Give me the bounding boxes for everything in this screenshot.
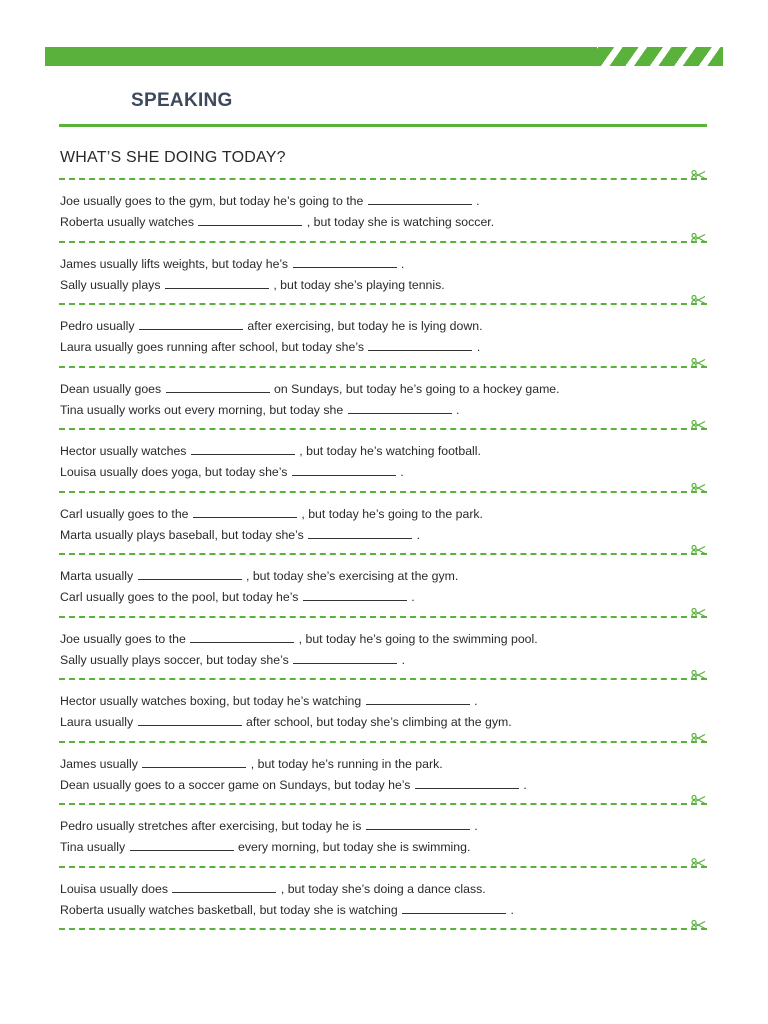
scissors-icon	[691, 357, 707, 369]
answer-blank	[165, 277, 269, 289]
sentence-before-blank: Dean usually goes to a soccer game on Sundays, but today he’s	[60, 777, 411, 792]
sentence-before-blank: Louisa usually does yoga, but today she’s	[60, 465, 288, 479]
top-banner	[45, 47, 723, 66]
sentence-before-blank: Joe usually goes to the	[60, 631, 186, 646]
sentence-before-blank: Carl usually goes to the	[60, 506, 189, 521]
sentence	[60, 214, 494, 230]
sentence-after-blank: .	[416, 527, 421, 542]
sentence-before-blank: James usually	[60, 756, 138, 771]
scissors-icon	[691, 169, 707, 181]
scissors-icon	[691, 419, 707, 431]
sentence	[60, 568, 458, 584]
sentence-after-blank: , but today she’s playing tennis.	[273, 277, 445, 292]
answer-blank	[198, 214, 302, 226]
sentence	[60, 902, 514, 918]
sentence-before-blank: Dean usually goes	[60, 381, 162, 396]
answer-blank	[193, 506, 297, 518]
sentence-after-blank: .	[476, 194, 480, 208]
scissors-icon	[691, 669, 707, 681]
answer-blank	[366, 693, 470, 705]
answer-blank	[142, 756, 246, 768]
sentence	[60, 381, 560, 397]
sentence-after-blank: , but today she’s doing a dance class.	[280, 881, 486, 896]
answer-blank	[303, 589, 407, 601]
sentence-before-blank: Pedro usually stretches after exercising, but today he is	[60, 819, 362, 833]
sentence-after-blank: , but today she’s exercising at the gym.	[245, 569, 459, 583]
sentence	[60, 193, 480, 209]
card	[59, 247, 707, 304]
scissors-icon	[691, 294, 707, 306]
sentence-before-blank: Louisa usually does	[60, 881, 169, 896]
sentence-before-blank: Hector usually watches	[60, 444, 187, 458]
sentence-after-blank: .	[510, 902, 514, 917]
card	[59, 372, 707, 429]
sentence-after-blank: .	[401, 652, 406, 667]
sentence-after-blank: .	[400, 465, 404, 479]
answer-blank	[191, 443, 295, 455]
section-title: SPEAKING	[131, 90, 233, 111]
card	[59, 309, 707, 366]
card	[59, 872, 707, 929]
sentence-after-blank: , but today she is watching soccer.	[306, 215, 495, 229]
answer-blank	[172, 881, 276, 893]
sentence	[60, 318, 483, 334]
sentence-after-blank: , but today he’s going to the swimming pool.	[298, 631, 538, 646]
sentence-after-blank: .	[411, 590, 415, 604]
sentence-before-blank: Marta usually	[60, 569, 134, 583]
card	[59, 184, 707, 241]
sentence-before-blank: Tina usually	[60, 840, 126, 854]
sentence	[60, 631, 538, 647]
answer-blank	[166, 381, 270, 393]
answer-blank	[366, 818, 470, 830]
card	[59, 497, 707, 554]
answer-blank	[292, 464, 396, 476]
answer-blank	[190, 631, 294, 643]
answer-blank	[368, 339, 472, 351]
card	[59, 809, 707, 866]
sentence-before-blank: Tina usually works out every morning, but today she	[60, 402, 344, 417]
sentence	[60, 589, 415, 605]
sentence	[60, 402, 459, 418]
sentence	[60, 881, 486, 897]
scissors-icon	[691, 482, 707, 494]
sentence-before-blank: James usually lifts weights, but today he’s	[60, 256, 289, 271]
scissors-icon	[691, 544, 707, 556]
sentence	[60, 256, 404, 272]
sentence-before-blank: Laura usually goes running after school, but today she’s	[60, 340, 364, 354]
card-list	[59, 178, 707, 934]
sentence	[60, 693, 478, 709]
sentence	[60, 339, 480, 355]
sentence-after-blank: , but today he’s going to the park.	[301, 506, 483, 521]
answer-blank	[308, 527, 412, 539]
scissors-icon	[691, 919, 707, 931]
answer-blank	[138, 714, 242, 726]
sentence	[60, 714, 512, 730]
sentence-before-blank: Sally usually plays	[60, 277, 161, 292]
sentence	[60, 527, 420, 543]
sentence	[60, 839, 470, 855]
answer-blank	[368, 193, 472, 205]
card	[59, 559, 707, 616]
scissors-icon	[691, 732, 707, 744]
sentence	[60, 277, 445, 293]
sentence-after-blank: .	[523, 777, 527, 792]
answer-blank	[293, 256, 397, 268]
answer-blank	[139, 318, 243, 330]
sentence-before-blank: Hector usually watches boxing, but today he’s watching	[60, 694, 362, 708]
sentence-before-blank: Roberta usually watches	[60, 215, 194, 229]
card	[59, 434, 707, 491]
section-rule	[59, 124, 707, 127]
answer-blank	[130, 839, 234, 851]
cut-line	[59, 928, 707, 934]
sentence	[60, 777, 527, 793]
answer-blank	[415, 777, 519, 789]
sentence-before-blank: Sally usually plays soccer, but today she’s	[60, 652, 289, 667]
scissors-icon	[691, 607, 707, 619]
sentence	[60, 818, 478, 834]
sentence-after-blank: after exercising, but today he is lying down.	[247, 319, 483, 333]
sentence-before-blank: Carl usually goes to the pool, but today he’s	[60, 590, 299, 604]
sentence	[60, 443, 481, 459]
sentence-before-blank: Roberta usually watches basketball, but today she is watching	[60, 902, 398, 917]
sentence-after-blank: .	[400, 256, 405, 271]
sentence-before-blank: Joe usually goes to the gym, but today he’s going to the	[60, 194, 364, 208]
card	[59, 747, 707, 804]
sentence	[60, 652, 405, 668]
sentence-after-blank: .	[474, 694, 478, 708]
activity-title: WHAT’S SHE DOING TODAY?	[60, 149, 286, 166]
answer-blank	[293, 652, 397, 664]
answer-blank	[138, 568, 242, 580]
sentence-after-blank: on Sundays, but today he’s going to a hockey game.	[274, 381, 560, 396]
sentence-after-blank: , but today he’s watching football.	[299, 444, 481, 458]
sentence-before-blank: Marta usually plays baseball, but today she’s	[60, 527, 304, 542]
answer-blank	[402, 902, 506, 914]
sentence-before-blank: Pedro usually	[60, 319, 135, 333]
sentence	[60, 506, 483, 522]
sentence	[60, 756, 443, 772]
sentence	[60, 464, 404, 480]
sentence-before-blank: Laura usually	[60, 715, 134, 729]
banner-stripes	[597, 47, 723, 66]
sentence-after-blank: , but today he’s running in the park.	[250, 756, 443, 771]
answer-blank	[348, 402, 452, 414]
card	[59, 622, 707, 679]
scissors-icon	[691, 232, 707, 244]
scissors-icon	[691, 857, 707, 869]
sentence-after-blank: every morning, but today she is swimming.	[238, 840, 471, 854]
card	[59, 684, 707, 741]
scissors-icon	[691, 794, 707, 806]
sentence-after-blank: .	[456, 402, 460, 417]
sentence-after-blank: .	[474, 819, 478, 833]
sentence-after-blank: after school, but today she’s climbing at the gym.	[246, 715, 512, 729]
sentence-after-blank: .	[476, 340, 481, 354]
